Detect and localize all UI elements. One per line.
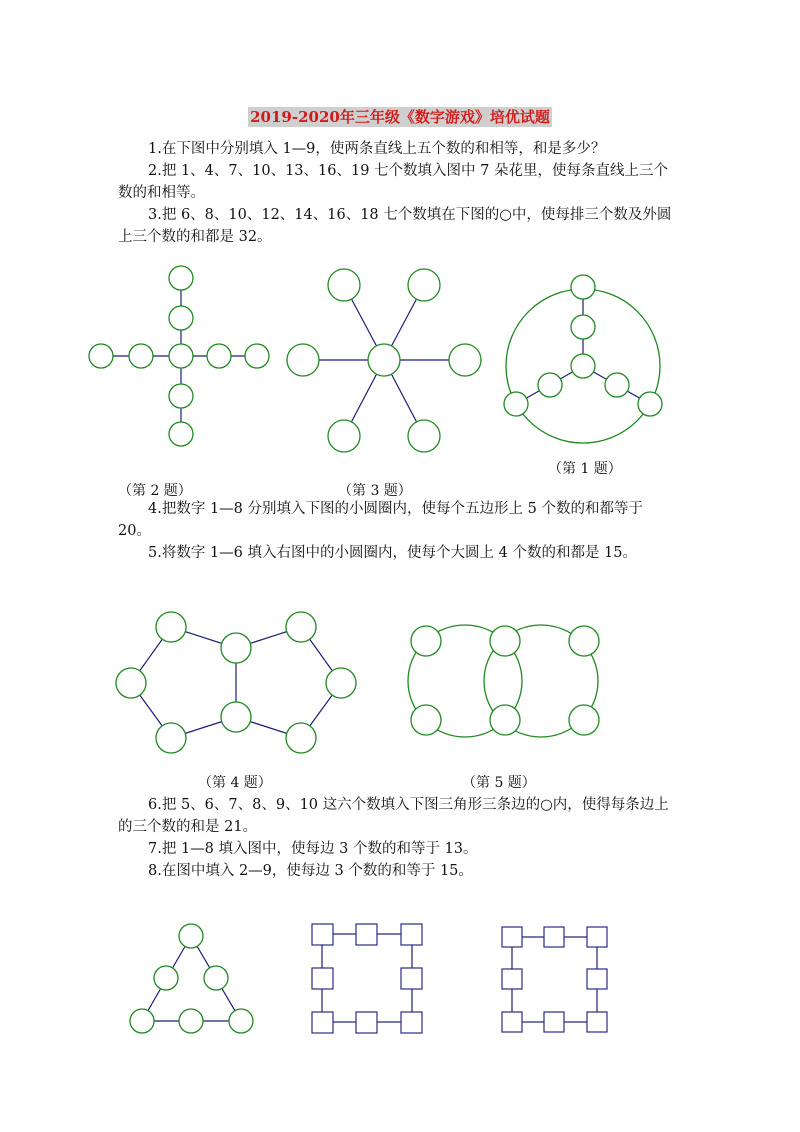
square-box xyxy=(587,1012,607,1032)
flower-circle xyxy=(368,344,400,376)
cross-circle xyxy=(169,306,193,330)
cross-circle xyxy=(89,344,113,368)
question-7: 7.把 1—8 填入图中，使每边 3 个数的和等于 13。 xyxy=(148,841,478,857)
caption-fig1: （第 1 题） xyxy=(548,461,622,477)
square-box xyxy=(401,968,422,989)
triangle-circle xyxy=(130,1009,154,1033)
page-title: 2019-2020年三年级《数字游戏》培优试题 xyxy=(250,108,550,126)
double-ring-circle xyxy=(411,705,441,735)
question-4: 4.把数字 1—8 分别填入下图的小圆圈内，使每个五边形上 5 个数的和都等于 20。 xyxy=(118,501,643,539)
flower-circle xyxy=(328,269,360,301)
pentagon-circle xyxy=(116,668,146,698)
pentagon-circle xyxy=(326,668,356,698)
cross-circle xyxy=(129,344,153,368)
figure-double-ring xyxy=(408,625,599,737)
flower-circle xyxy=(408,269,440,301)
double-ring-circle xyxy=(490,705,520,735)
double-ring-circle xyxy=(490,626,520,656)
cross-circle xyxy=(169,422,193,446)
square-box xyxy=(587,927,607,947)
triangle-circle xyxy=(204,966,228,990)
square-box xyxy=(502,927,522,947)
square-box xyxy=(312,968,333,989)
pentagon-circle xyxy=(156,723,186,753)
square-box xyxy=(544,927,564,947)
square-box xyxy=(356,924,377,945)
ring-circle xyxy=(571,354,595,378)
square-box xyxy=(312,1012,333,1033)
caption-fig4: （第 4 题） xyxy=(198,775,272,791)
double-ring-circle xyxy=(411,626,441,656)
square-box xyxy=(502,1012,522,1032)
flower-circle xyxy=(328,420,360,452)
figure-triangle xyxy=(130,924,253,1033)
double-ring-circle xyxy=(569,626,599,656)
figure-square-1 xyxy=(312,924,422,1033)
question-1: 1.在下图中分别填入 1—9，使两条直线上五个数的和相等，和是多少？ xyxy=(148,141,606,157)
pentagon-circle xyxy=(221,633,251,663)
question-3: 3.把 6、8、10、12、14、16、18 七个数填在下图的○中，使每排三个数及外圆上三个数的和都是 32。 xyxy=(118,207,672,245)
double-ring-circle xyxy=(569,705,599,735)
pentagon-circle xyxy=(286,612,316,642)
figure-flower xyxy=(287,269,481,452)
ring-circle xyxy=(605,373,629,397)
ring-circle xyxy=(571,315,595,339)
square-box xyxy=(401,924,422,945)
triangle-circle xyxy=(179,924,203,948)
square-box xyxy=(356,1012,377,1033)
triangle-circle xyxy=(179,1009,203,1033)
pentagon-circle xyxy=(156,612,186,642)
cross-circle xyxy=(169,266,193,290)
ring-circle xyxy=(571,275,595,299)
caption-fig2: （第 2 题） xyxy=(118,483,192,499)
ring-circle xyxy=(504,392,528,416)
ring-circle xyxy=(538,373,562,397)
cross-circle xyxy=(245,344,269,368)
caption-fig3: （第 3 题） xyxy=(338,483,412,499)
flower-circle xyxy=(287,344,319,376)
figure-cross xyxy=(89,266,269,446)
square-box xyxy=(502,969,522,989)
square-box xyxy=(544,1012,564,1032)
question-6: 6.把 5、6、7、8、9、10 这六个数填入下图三角形三条边的○内，使得每条边上的三个数的和是 21。 xyxy=(118,797,669,835)
caption-fig5: （第 5 题） xyxy=(462,775,536,791)
cross-circle xyxy=(169,384,193,408)
pentagon-circle xyxy=(286,723,316,753)
pentagon-circle xyxy=(221,702,251,732)
square-box xyxy=(401,1012,422,1033)
flower-circle xyxy=(449,344,481,376)
question-8: 8.在图中填入 2—9，使每边 3 个数的和等于 15。 xyxy=(148,863,473,879)
square-box xyxy=(587,969,607,989)
triangle-circle xyxy=(229,1009,253,1033)
triangle-circle xyxy=(154,966,178,990)
figure-ring xyxy=(504,275,662,443)
cross-circle xyxy=(207,344,231,368)
question-2: 2.把 1、4、7、10、13、16、19 七个数填入图中 7 朵花里，使每条直线上三个数的和相等。 xyxy=(118,163,668,201)
cross-circle xyxy=(169,344,193,368)
flower-circle xyxy=(408,420,440,452)
ring-circle xyxy=(638,392,662,416)
figure-pentagons xyxy=(116,612,356,753)
square-box xyxy=(312,924,333,945)
figure-square-2 xyxy=(502,927,607,1032)
question-5: 5.将数字 1—6 填入右图中的小圆圈内，使每个大圆上 4 个数的和都是 15。 xyxy=(148,545,638,561)
